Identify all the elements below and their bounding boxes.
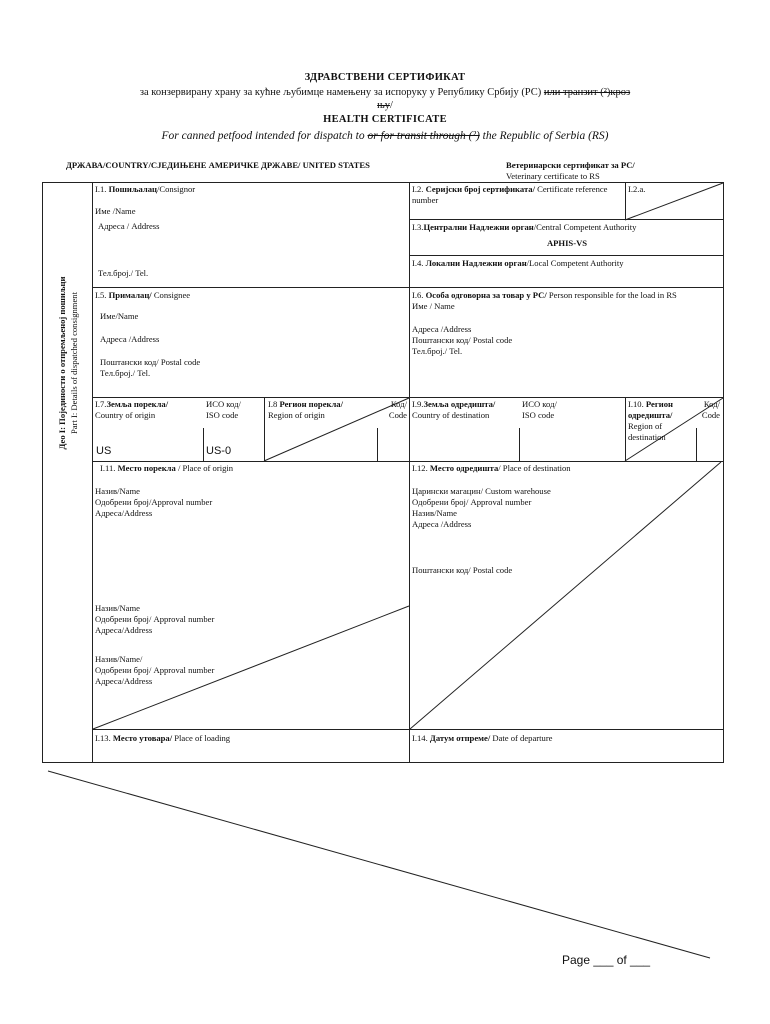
place-loading-rest: Place of loading <box>174 733 231 743</box>
consignor-name: Име /Name <box>95 206 136 216</box>
region-dest-code-en: Code <box>701 410 720 420</box>
place-origin-b1-approval: Одобрени број/Approval number <box>95 497 213 507</box>
place-dest-rest: / Place of destination <box>498 463 571 473</box>
consignee-postal: Поштански код/ Postal code <box>100 357 201 367</box>
strike-page <box>48 771 710 958</box>
iso-origin-value[interactable]: US-0 <box>206 445 232 457</box>
region-origin-code-en: Code <box>388 410 407 420</box>
field-responsible-person[interactable] <box>412 290 720 357</box>
iso-origin-en: ISO code <box>206 410 239 420</box>
responsible-bold: Особа одговорна за товар у РС/ <box>425 290 547 300</box>
place-origin-b1-address: Адреса/Address <box>95 508 153 518</box>
subtitle-en-text: For canned petfood intended for dispatch to <box>161 130 365 142</box>
place-dest-address: Адреса /Address <box>412 519 472 529</box>
field-country-destination[interactable] <box>412 399 495 421</box>
country-destination-label <box>412 399 495 410</box>
field-i2a[interactable]: I.2.a. <box>628 184 646 194</box>
region-origin-code-sr: Код/ <box>390 399 407 409</box>
field-consignor[interactable] <box>95 184 405 279</box>
place-origin-b3-approval: Одобрени број/ Approval number <box>95 665 215 675</box>
place-dest-num: I.12. <box>412 463 428 473</box>
field-place-loading[interactable] <box>95 733 230 744</box>
country-destination-rest: Country of destination <box>412 410 490 420</box>
subtitle-sr-struck-2: њу <box>377 100 390 111</box>
region-origin-code <box>382 399 407 421</box>
region-dest-code-sr: Код/ <box>703 399 720 409</box>
responsible-address: Адреса /Address <box>412 324 472 334</box>
local-authority-bold: Локални Надлежни орган <box>425 258 527 268</box>
consignee-label <box>95 290 405 301</box>
consignee-name: Име/Name <box>100 311 139 321</box>
place-origin-rest: / Place of origin <box>177 463 234 473</box>
place-origin-b1-name: Назив/Name <box>95 486 140 496</box>
central-authority-label <box>412 222 722 233</box>
responsible-rest: Person responsible for the load in RS <box>548 290 677 300</box>
central-authority-value: APHIS-VS <box>546 238 588 248</box>
central-authority-num: I.3. <box>412 222 424 232</box>
country-origin-bold: Земља порекла/ <box>106 399 169 409</box>
responsible-num: I.6. <box>412 290 424 300</box>
field-region-destination[interactable] <box>628 399 688 443</box>
field-central-authority[interactable] <box>412 222 722 249</box>
country-origin-num: I.7. <box>95 399 107 409</box>
side-label-en: Part I: Details of dispatched consignment <box>69 292 79 435</box>
place-dest-postal: Поштански код/ Postal code <box>412 565 513 575</box>
date-departure-num: I.14. <box>412 733 428 743</box>
region-dest-code <box>692 399 720 421</box>
field-consignee[interactable] <box>95 290 405 379</box>
responsible-name: Име / Name <box>412 301 455 311</box>
place-dest-approval: Одобрени број/ Approval number <box>412 497 532 507</box>
field-local-authority[interactable] <box>412 258 722 269</box>
iso-dest-en: ISO code <box>522 410 555 420</box>
region-dest-label <box>628 399 688 421</box>
region-origin-label <box>268 399 343 410</box>
consignee-rest: Consignee <box>153 290 191 300</box>
vet-cert-line1: Ветеринарски сертификат за РС/ <box>506 160 635 170</box>
consignee-tel: Тел.број./ Tel. <box>100 368 151 378</box>
place-dest-bold: Место одредишта <box>429 463 499 473</box>
country-line: ДРЖАВА/COUNTRY/СЈЕДИЊЕНЕ АМЕРИЧКЕ ДРЖАВЕ/ UNITED STATES <box>66 160 370 170</box>
consignor-rest: /Consignor <box>156 184 196 194</box>
place-dest-name: Назив/Name <box>412 508 457 518</box>
consignee-address: Адреса /Address <box>100 334 160 344</box>
country-origin-value[interactable]: US <box>96 445 112 457</box>
place-origin-b2-address: Адреса/Address <box>95 625 153 635</box>
subtitle-en-end: the Republic of Serbia (RS) <box>482 130 609 142</box>
place-dest-warehouse: Царински магацин/ Custom warehouse <box>412 486 551 496</box>
region-dest-num: I.10. <box>628 399 644 409</box>
field-date-departure[interactable] <box>412 733 553 744</box>
central-authority-rest: /Central Competent Authority <box>533 222 637 232</box>
field-place-origin[interactable] <box>95 463 405 687</box>
consignee-bold: Прималац/ <box>108 290 152 300</box>
central-authority-bold: Централни Надлежни орган <box>423 222 534 232</box>
iso-origin-sr: ИСО код/ <box>206 399 241 409</box>
region-origin-rest: Region of origin <box>268 410 325 420</box>
field-region-origin[interactable] <box>268 399 343 421</box>
field-cert-ref[interactable] <box>412 184 622 206</box>
region-origin-num: I.8 <box>268 399 278 409</box>
place-origin-bold: Место порекла <box>117 463 176 473</box>
place-loading-num: I.13. <box>95 733 111 743</box>
consignor-address: Адреса / Address <box>98 221 160 231</box>
country-origin-rest: Country of origin <box>95 410 156 420</box>
field-place-destination[interactable] <box>412 463 720 576</box>
side-label-sr: Део I: Појединости о отпремљеној пошиљци <box>57 276 67 450</box>
region-dest-bold: Регион одредишта/ <box>628 399 673 420</box>
responsible-person-label <box>412 290 720 301</box>
consignor-bold: Пошиљалац <box>108 184 157 194</box>
country-dest-bold: Земља одредишта/ <box>423 399 496 409</box>
responsible-postal: Поштански код/ Postal code <box>412 335 513 345</box>
place-origin-b3-name: Назив/Name/ <box>95 654 143 664</box>
page-number: Page ___ of ___ <box>562 953 651 967</box>
place-origin-label <box>95 463 405 474</box>
subtitle-sr-end: / <box>389 100 393 111</box>
iso-origin-label <box>206 399 241 421</box>
date-departure-rest: Date of departure <box>492 733 553 743</box>
local-authority-num: I.4. <box>412 258 424 268</box>
part-one-side-label <box>56 163 84 563</box>
responsible-tel: Тел.број./ Tel. <box>412 346 463 356</box>
title-sr: ЗДРАВСТВЕНИ СЕРТИФИКАТ <box>304 72 466 83</box>
place-origin-b3-address: Адреса/Address <box>95 676 153 686</box>
cert-ref-num: I.2. <box>412 184 424 194</box>
subtitle-sr-text: за конзервирану храну за кућне љубимце намењену за испоруку у Републику Србију (РС) <box>139 87 542 98</box>
field-country-origin[interactable] <box>95 399 203 421</box>
subtitle-sr-struck: или транзит (²)кроз <box>543 87 631 98</box>
iso-destination-label <box>522 399 557 421</box>
vet-cert-line2: Veterinary certificate to RS <box>506 171 600 181</box>
place-origin-num: I.11. <box>100 463 116 473</box>
date-departure-bold: Датум отпреме/ <box>429 733 491 743</box>
consignor-tel: Тел.број./ Tel. <box>98 268 149 278</box>
local-authority-rest: /Local Competent Authority <box>526 258 624 268</box>
place-origin-b2-name: Назив/Name <box>95 603 140 613</box>
cert-ref-rest: Certificate reference number <box>412 184 608 205</box>
country-dest-num: I.9. <box>412 399 424 409</box>
title-en: HEALTH CERTIFICATE <box>323 114 447 125</box>
consignor-label <box>95 184 405 195</box>
subtitle-en-struck: or for transit through (²) <box>367 130 480 142</box>
region-origin-bold: Регион порекла/ <box>279 399 343 409</box>
place-origin-b2-approval: Одобрени број/ Approval number <box>95 614 215 624</box>
region-dest-rest: Region of destination <box>628 421 666 442</box>
iso-dest-sr: ИСО код/ <box>522 399 557 409</box>
country-origin-label <box>95 399 203 410</box>
place-dest-label <box>412 463 720 474</box>
consignor-num: I.1. <box>95 184 107 194</box>
place-loading-bold: Место утовара/ <box>112 733 173 743</box>
cert-ref-bold: Серијски број сертификата/ <box>425 184 535 194</box>
consignee-num: I.5. <box>95 290 107 300</box>
